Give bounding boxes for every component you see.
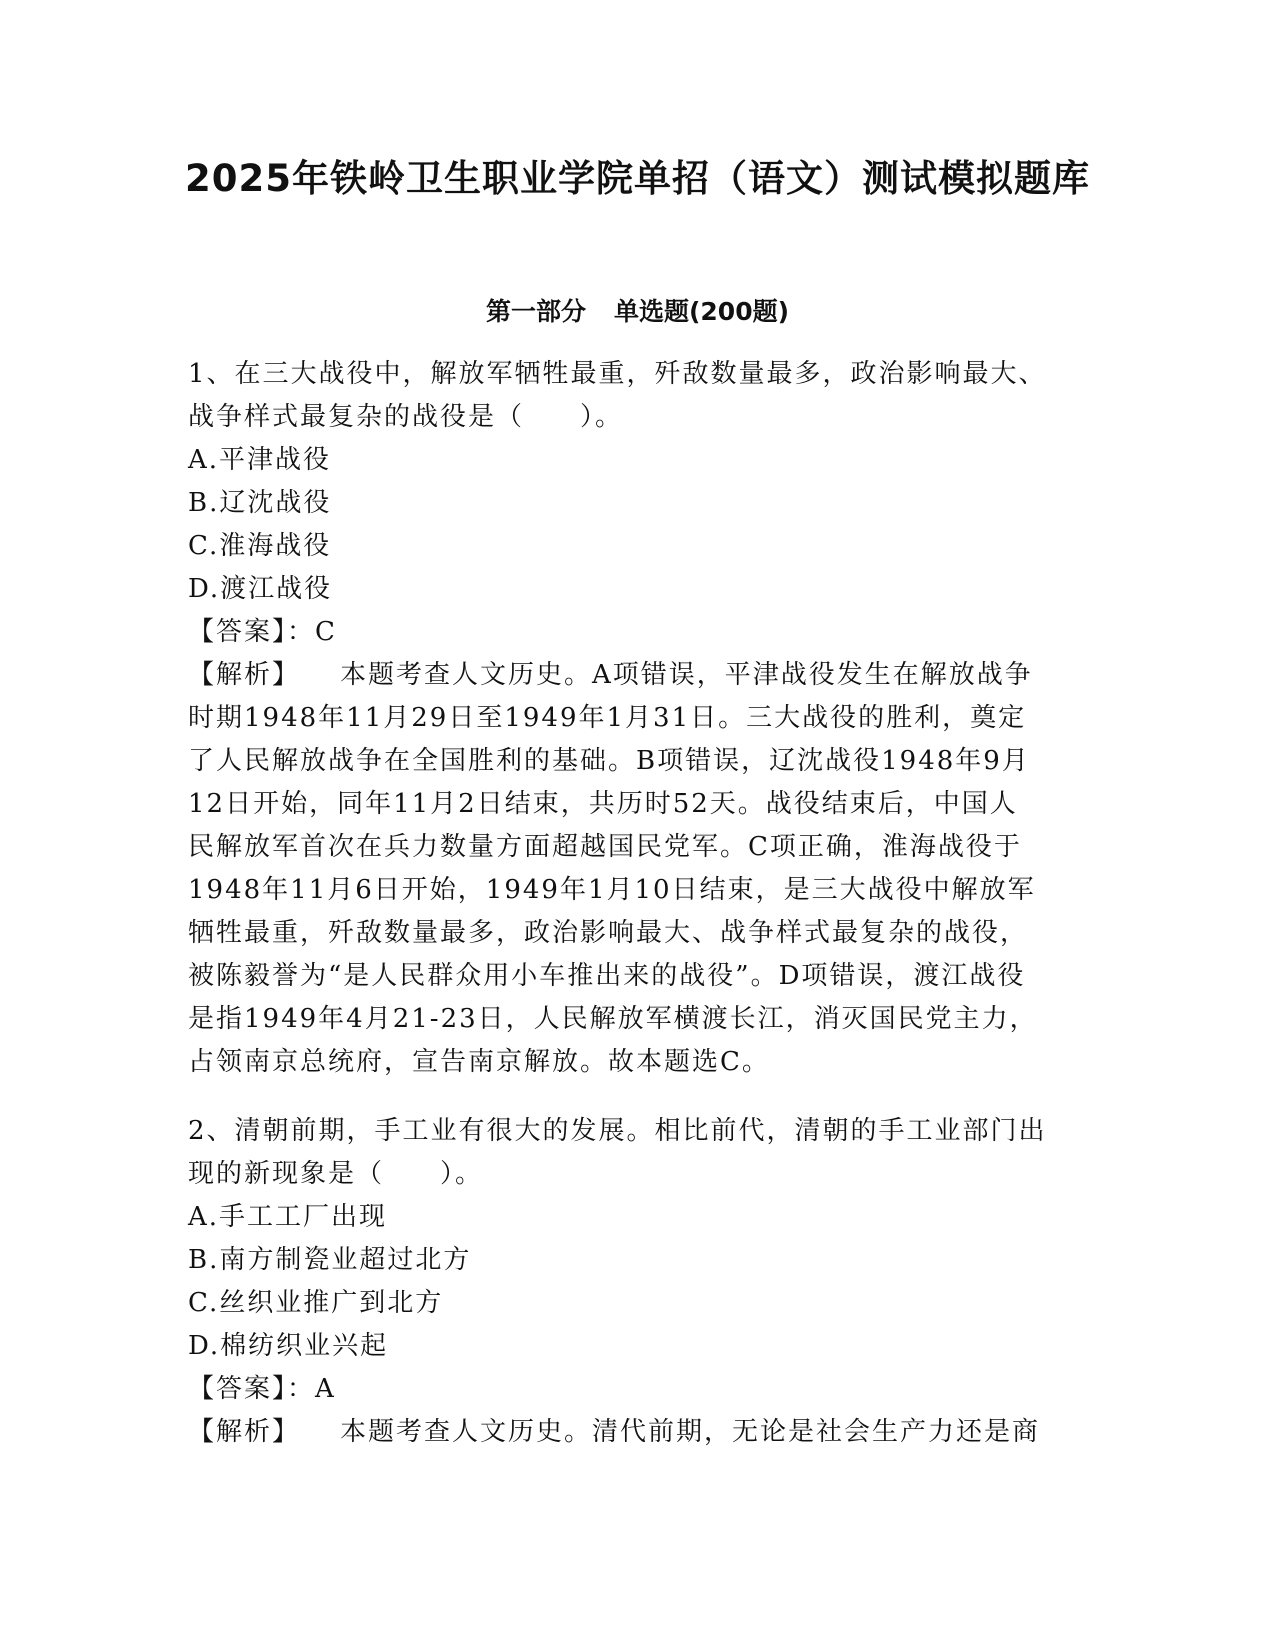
question-1 [188,353,1088,1084]
answer-line [188,611,1088,654]
analysis-text: 1948年11月6日开始，1949年1月10日结束，是三大战役中解放军 [188,875,1036,905]
option-c: C.淮海战役 [188,531,332,561]
analysis-text: 占领南京总统府，宣告南京解放。故本题选C。 [188,1047,770,1077]
answer-label: 【答案】： [188,617,316,647]
answer-value: A [315,1374,336,1404]
question-2 [188,1110,1088,1454]
option-c: C.丝织业推广到北方 [188,1288,444,1318]
analysis-text: 12日开始，同年11月2日结束，共历时52天。战役结束后，中国人 [188,789,1018,819]
section-label: 第一部分 [485,297,586,326]
section-heading: 单选题(200题) [613,297,790,326]
option-a: A.平津战役 [188,445,332,475]
option-b: B.辽沈战役 [188,488,332,518]
analysis-text: 本题考查人文历史。A项错误，平津战役发生在解放战争 [340,660,1033,690]
option-b: B.南方制瓷业超过北方 [188,1245,472,1275]
analysis-text: 了人民解放战争在全国胜利的基础。B项错误，辽沈战役1948年9月 [188,746,1030,776]
analysis-line [188,654,1088,697]
option-d: D.渡江战役 [188,574,333,604]
answer-line [188,1368,1088,1411]
question-stem-line: 战争样式最复杂的战役是（ ）。 [188,402,624,432]
analysis-line [188,1411,1088,1454]
analysis-text: 民解放军首次在兵力数量方面超越国民党军。C项正确，淮海战役于 [188,832,1022,862]
option-d: D.棉纺织业兴起 [188,1331,389,1361]
analysis-label: 【解析】 [188,660,301,690]
analysis-text: 本题考查人文历史。清代前期，无论是社会生产力还是商 [340,1417,1041,1447]
analysis-text: 被陈毅誉为“是人民群众用小车推出来的战役”。D项错误，渡江战役 [188,961,1026,991]
option-a: A.手工工厂出现 [188,1202,388,1232]
analysis-text: 时期1948年11月29日至1949年1月31日。三大战役的胜利，奠定 [188,703,1027,733]
answer-value: C [315,617,337,647]
section-title [0,292,1275,328]
question-stem-line: 现的新现象是（ ）。 [188,1159,484,1189]
analysis-label: 【解析】 [188,1417,301,1447]
answer-label: 【答案】： [188,1374,316,1404]
analysis-text: 是指1949年4月21-23日，人民解放军横渡长江，消灭国民党主力， [188,1004,1038,1034]
question-stem-line: 2、清朝前期，手工业有很大的发展。相比前代，清朝的手工业部门出 [188,1116,1047,1146]
question-stem-line: 1、在三大战役中，解放军牺牲最重，歼敌数量最多，政治影响最大、 [188,359,1047,389]
analysis-text: 牺牲最重，歼敌数量最多，政治影响最大、战争样式最复杂的战役， [188,918,1029,948]
document-title: 2025年铁岭卫生职业学院单招（语文）测试模拟题库 [185,157,1090,200]
